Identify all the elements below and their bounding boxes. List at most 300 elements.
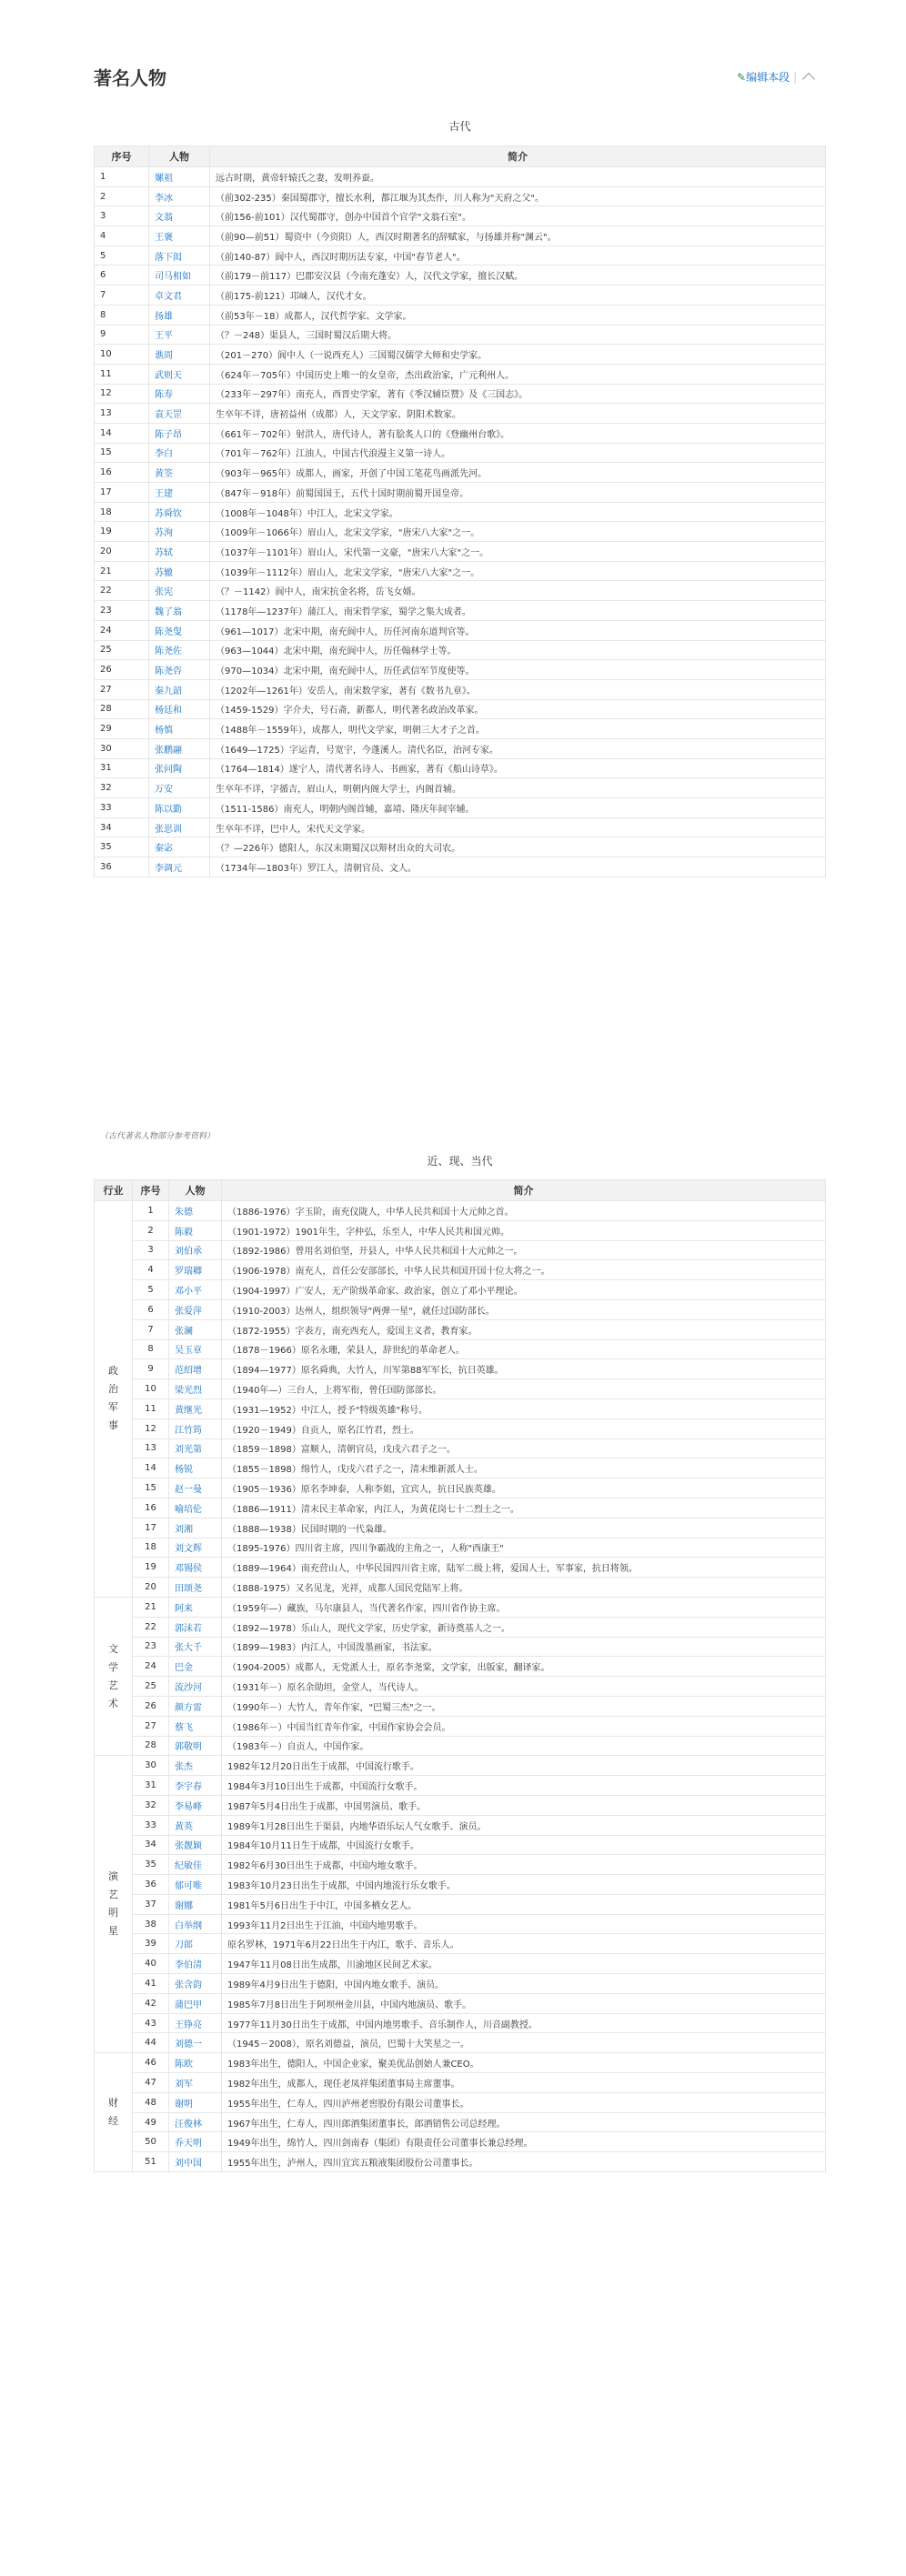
person-intro: （1986年－）中国当红青年作家，中国作家协会会员。	[222, 1716, 826, 1736]
person-name[interactable]: 郭敬明	[169, 1736, 222, 1756]
person-intro: （1892-1986）曾用名刘伯坚，开县人，中华人民共和国十大元帅之一。	[222, 1240, 826, 1260]
person-name[interactable]: 王褒	[149, 226, 210, 246]
table-row	[95, 1637, 826, 1657]
row-number: 25	[133, 1677, 169, 1697]
table-row	[95, 1220, 826, 1240]
person-intro: （661年－702年）射洪人，唐代诗人，著有脍炙人口的《登幽州台歌》。	[210, 423, 826, 443]
person-name[interactable]: 黄英	[169, 1815, 222, 1835]
row-number: 6	[133, 1299, 169, 1319]
person-intro: （前156-前101）汉代蜀郡守，创办中国首个官学"文翁石室"。	[210, 206, 826, 226]
person-intro: 1955年出生，泸州人，四川宜宾五粮液集团股份公司董事长。	[222, 2152, 826, 2172]
row-number: 42	[133, 1993, 169, 2013]
person-name[interactable]: 陈欧	[169, 2053, 222, 2073]
person-name[interactable]: 邓小平	[169, 1280, 222, 1300]
row-number: 48	[133, 2092, 169, 2112]
person-name[interactable]: 刘文辉	[169, 1538, 222, 1558]
row-number: 2	[95, 186, 149, 206]
table-row	[95, 1835, 826, 1855]
row-number: 5	[133, 1280, 169, 1300]
person-name[interactable]: 张澜	[169, 1319, 222, 1339]
person-intro: （1889—1964）南充营山人，中华民国四川省主席，陆军二级上将，爱国人士，军事家，抗日将领。	[222, 1558, 826, 1578]
row-number: 28	[95, 699, 149, 719]
table-row	[95, 1478, 826, 1498]
table-row	[95, 1815, 826, 1835]
person-name[interactable]: 汪俊林	[169, 2112, 222, 2132]
person-intro: （1008年－1048年）中江人，北宋文学家。	[210, 502, 826, 522]
row-number: 7	[133, 1319, 169, 1339]
person-name[interactable]: 张大千	[169, 1637, 222, 1657]
table-row	[95, 1677, 826, 1697]
row-number: 18	[133, 1538, 169, 1558]
person-name[interactable]: 李宇春	[169, 1776, 222, 1796]
table-row	[95, 1974, 826, 1994]
person-name[interactable]: 张杰	[169, 1756, 222, 1776]
table-row	[95, 2152, 826, 2172]
person-intro: （963—1044）北宋中期，南充阆中人，历任翰林学士等。	[210, 640, 826, 660]
person-name[interactable]: 王平	[149, 325, 210, 345]
person-intro: （847年－918年）前蜀国国王，五代十国时期前蜀开国皇帝。	[210, 483, 826, 503]
person-name[interactable]: 张思训	[149, 817, 210, 837]
table-row	[95, 286, 826, 306]
row-number: 9	[95, 325, 149, 345]
person-name[interactable]: 司马相如	[149, 266, 210, 286]
person-name[interactable]: 陈子昂	[149, 423, 210, 443]
table-caption-ancient: 古代	[448, 120, 471, 133]
divider: |	[793, 71, 798, 84]
table-row	[95, 266, 826, 286]
table-row	[95, 857, 826, 877]
row-number: 12	[133, 1418, 169, 1438]
table-row	[95, 2092, 826, 2112]
table-row	[95, 2013, 826, 2033]
row-number: 15	[133, 1478, 169, 1498]
table-row	[95, 601, 826, 621]
edit-section[interactable]	[737, 69, 813, 85]
table-row	[95, 423, 826, 443]
person-intro: （1886—1911）清末民主革命家，内江人，为黄花岗七十二烈士之一。	[222, 1498, 826, 1518]
person-name[interactable]: 乔天明	[169, 2132, 222, 2152]
person-intro: （前140-87）阆中人，西汉时期历法专家，中国"春节老人"。	[210, 246, 826, 266]
person-intro: （1959年—）藏族，马尔康县人，当代著名作家，四川省作协主席。	[222, 1597, 826, 1617]
person-intro: 原名罗林，1971年6月22日出生于内江，歌手、音乐人。	[222, 1934, 826, 1954]
table-row	[95, 1696, 826, 1716]
row-number: 11	[133, 1398, 169, 1418]
person-intro: （1649—1725）字运青，号宽宇，今蓬溪人。清代名臣，治河专家。	[210, 738, 826, 758]
person-intro: （1894—1977）原名舜典，大竹人，川军第88军军长，抗日英雄。	[222, 1359, 826, 1379]
person-name[interactable]: 陈寿	[149, 384, 210, 404]
person-intro: （1855－1898）绵竹人，戊戌六君子之一，清末维新派人士。	[222, 1458, 826, 1478]
person-intro: 1983年出生，德阳人，中国企业家，聚美优品创始人兼CEO。	[222, 2053, 826, 2073]
person-name[interactable]: 陈尧叟	[149, 620, 210, 640]
person-intro: （？－1142）阆中人，南宋抗金名将，岳飞女婿。	[210, 581, 826, 601]
person-name[interactable]: 谯周	[149, 345, 210, 365]
person-name[interactable]: 邓锡侯	[169, 1558, 222, 1578]
person-name[interactable]: 杨慎	[149, 719, 210, 739]
table-row	[95, 1339, 826, 1359]
person-intro: 生卒年不详，巴中人，宋代天文学家。	[210, 817, 826, 837]
table-row	[95, 817, 826, 837]
table-row	[95, 2033, 826, 2053]
person-intro: 1947年11月08日出生成都，川渝地区民间艺术家。	[222, 1954, 826, 1974]
industry-cell: 演 艺 明 星	[95, 1756, 133, 2053]
table-row	[95, 404, 826, 424]
table-row	[95, 561, 826, 581]
table-row	[95, 1617, 826, 1637]
person-name[interactable]: 张含韵	[169, 1974, 222, 1994]
person-name[interactable]: 田颂尧	[169, 1578, 222, 1598]
person-name[interactable]: 秦九韶	[149, 679, 210, 699]
person-intro: （970—1034）北宋中期，南充阆中人，历任武信军节度使等。	[210, 660, 826, 680]
person-intro: （1901-1972）1901年生，字仲弘，乐至人，中华人民共和国元帅。	[222, 1220, 826, 1240]
person-name[interactable]: 蒲巴甲	[169, 1993, 222, 2013]
person-name[interactable]: 陈尧咨	[149, 660, 210, 680]
row-number: 10	[133, 1379, 169, 1399]
person-name[interactable]: 张爱萍	[169, 1299, 222, 1319]
person-intro: （1983年－）自贡人，中国作家。	[222, 1736, 826, 1756]
person-name[interactable]: 梁光烈	[169, 1379, 222, 1399]
person-name[interactable]: 罗瑞卿	[169, 1260, 222, 1280]
person-name[interactable]: 陈以勤	[149, 798, 210, 818]
row-number: 17	[95, 483, 149, 503]
person-intro: 1983年10月23日出生于成都，中国内地流行乐女歌手。	[222, 1875, 826, 1895]
person-name[interactable]: 张鹏翮	[149, 738, 210, 758]
table-row	[95, 384, 826, 404]
table-row	[95, 679, 826, 699]
person-name[interactable]: 刘湘	[169, 1518, 222, 1538]
table-row	[95, 364, 826, 384]
col-header-person: 人物	[169, 1180, 222, 1201]
table-row	[95, 1875, 826, 1895]
person-intro: （1904-1997）广安人，无产阶级革命家、政治家，创立了邓小平理论。	[222, 1280, 826, 1300]
person-name[interactable]: 刀郎	[169, 1934, 222, 1954]
modern-table	[94, 1179, 826, 2172]
person-name[interactable]: 陈尧佐	[149, 640, 210, 660]
person-name[interactable]: 嫘祖	[149, 167, 210, 187]
person-name[interactable]: 巴金	[169, 1657, 222, 1677]
row-number: 23	[95, 601, 149, 621]
table-row	[95, 483, 826, 503]
person-name[interactable]: 王铮亮	[169, 2013, 222, 2033]
person-intro: 1982年12月20日出生于成都，中国流行歌手。	[222, 1756, 826, 1776]
person-name[interactable]: 李白	[149, 443, 210, 463]
person-name[interactable]: 王建	[149, 483, 210, 503]
table-row	[95, 699, 826, 719]
row-number: 50	[133, 2132, 169, 2152]
person-name[interactable]: 秦宓	[149, 837, 210, 857]
person-name[interactable]: 苏轼	[149, 542, 210, 562]
person-name[interactable]: 吴玉章	[169, 1339, 222, 1359]
ancient-table	[94, 145, 826, 877]
person-name[interactable]: 袁天罡	[149, 404, 210, 424]
table-row	[95, 1538, 826, 1558]
table-row	[95, 542, 826, 562]
row-number: 7	[95, 286, 149, 306]
row-number: 26	[133, 1696, 169, 1716]
table-row	[95, 719, 826, 739]
person-intro: （1511-1586）南充人，明朝内阁首辅，嘉靖、隆庆年间宰辅。	[210, 798, 826, 818]
person-name[interactable]: 魏了翁	[149, 601, 210, 621]
row-number: 31	[133, 1776, 169, 1796]
table-row	[95, 1518, 826, 1538]
person-name[interactable]: 流沙河	[169, 1677, 222, 1697]
person-intro: （1945－2008），原名刘德益，演员，巴蜀十大笑星之一。	[222, 2033, 826, 2053]
person-name[interactable]: 落下闳	[149, 246, 210, 266]
row-number: 20	[133, 1578, 169, 1598]
col-header-person: 人物	[149, 146, 210, 167]
person-intro: （1888-1975）又名见龙，光祥，成都人国民党陆军上将。	[222, 1578, 826, 1598]
person-intro: （961—1017）北宋中期，南充阆中人，历任河南东道判官等。	[210, 620, 826, 640]
row-number: 34	[95, 817, 149, 837]
person-name[interactable]: 刘军	[169, 2073, 222, 2093]
person-name[interactable]: 刘德一	[169, 2033, 222, 2053]
table-row	[95, 837, 826, 857]
person-intro: （1037年－1101年）眉山人，宋代第一文豪，"唐宋八大家"之一。	[210, 542, 826, 562]
row-number: 35	[95, 837, 149, 857]
row-number: 30	[133, 1756, 169, 1776]
table-row	[95, 758, 826, 778]
person-name[interactable]: 赵一曼	[169, 1478, 222, 1498]
row-number: 36	[95, 857, 149, 877]
person-intro: （1892—1978）乐山人，现代文学家，历史学家，新诗奠基人之一。	[222, 1617, 826, 1637]
row-number: 44	[133, 2033, 169, 2053]
edit-section-link[interactable]: 编辑本段	[746, 71, 790, 84]
industry-cell: 财 经	[95, 2053, 133, 2172]
row-number: 43	[133, 2013, 169, 2033]
person-name[interactable]: 苏洵	[149, 522, 210, 542]
table-row	[95, 186, 826, 206]
person-intro: 1987年5月4日出生于成都，中国男演员、歌手。	[222, 1795, 826, 1815]
person-name[interactable]: 阿来	[169, 1597, 222, 1617]
row-number: 3	[95, 206, 149, 226]
row-number: 37	[133, 1894, 169, 1914]
person-intro: （1920－1949）自贡人，原名江竹君，烈士。	[222, 1418, 826, 1438]
table-row	[95, 1934, 826, 1954]
table-row	[95, 581, 826, 601]
row-number: 46	[133, 2053, 169, 2073]
row-number: 4	[133, 1260, 169, 1280]
person-name[interactable]: 张问陶	[149, 758, 210, 778]
table-row	[95, 738, 826, 758]
person-name[interactable]: 刘光第	[169, 1438, 222, 1458]
person-name[interactable]: 李调元	[149, 857, 210, 877]
row-number: 33	[95, 798, 149, 818]
person-intro: （1459-1529）字介夫，号石斋，新都人，明代著名政治改革家。	[210, 699, 826, 719]
row-number: 28	[133, 1736, 169, 1756]
person-name[interactable]: 刘中国	[169, 2152, 222, 2172]
row-number: 29	[95, 719, 149, 739]
row-number: 1	[133, 1201, 169, 1221]
person-name[interactable]: 张宪	[149, 581, 210, 601]
person-name[interactable]: 纪敏佳	[169, 1855, 222, 1875]
chevron-up-icon[interactable]	[802, 73, 815, 85]
row-number: 16	[133, 1498, 169, 1518]
person-name[interactable]: 白举纲	[169, 1914, 222, 1934]
person-intro: 远古时期，黄帝轩辕氏之妻，发明养蚕。	[210, 167, 826, 187]
col-header-no: 序号	[95, 146, 149, 167]
person-intro: 1955年出生，仁寿人，四川泸州老窖股份有限公司董事长。	[222, 2092, 826, 2112]
person-name[interactable]: 文翁	[149, 206, 210, 226]
pencil-icon: ✎	[737, 71, 747, 84]
row-number: 14	[95, 423, 149, 443]
row-number: 20	[95, 542, 149, 562]
person-name[interactable]: 郭沫若	[169, 1617, 222, 1637]
industry-cell: 政 治 军 事	[95, 1201, 133, 1598]
person-name[interactable]: 卓文君	[149, 286, 210, 306]
person-intro: （1488年－1559年），成都人，明代文学家，明朝三大才子之首。	[210, 719, 826, 739]
table-row	[95, 1201, 826, 1221]
person-name[interactable]: 扬雄	[149, 305, 210, 325]
table-row	[95, 1894, 826, 1914]
person-intro: （前53年－18）成都人，汉代哲学家、文学家。	[210, 305, 826, 325]
row-number: 38	[133, 1914, 169, 1934]
row-number: 31	[95, 758, 149, 778]
person-intro: （1009年－1066年）眉山人，北宋文学家，"唐宋八大家"之一。	[210, 522, 826, 542]
person-name[interactable]: 武则天	[149, 364, 210, 384]
person-name[interactable]: 郁可唯	[169, 1875, 222, 1895]
row-number: 32	[95, 778, 149, 798]
row-number: 36	[133, 1875, 169, 1895]
person-intro: （1888—1938）民国时期的一代枭雄。	[222, 1518, 826, 1538]
person-intro: 1967年出生，仁寿人，四川郎酒集团董事长，郎酒销售公司总经理。	[222, 2112, 826, 2132]
row-number: 18	[95, 502, 149, 522]
table-row	[95, 1657, 826, 1677]
person-intro: （233年－297年）南充人，西晋史学家，著有《季汉辅臣赞》及《三国志》。	[210, 384, 826, 404]
person-name[interactable]: 朱德	[169, 1201, 222, 1221]
person-name[interactable]: 喻培伦	[169, 1498, 222, 1518]
person-name[interactable]: 颜方雷	[169, 1696, 222, 1716]
person-name[interactable]: 李伯清	[169, 1954, 222, 1974]
person-name[interactable]: 刘伯承	[169, 1240, 222, 1260]
row-number: 23	[133, 1637, 169, 1657]
person-name[interactable]: 张靓颖	[169, 1835, 222, 1855]
row-number: 35	[133, 1855, 169, 1875]
table-row	[95, 1954, 826, 1974]
table-row	[95, 1359, 826, 1379]
person-name[interactable]: 李冰	[149, 186, 210, 206]
table-row	[95, 1736, 826, 1756]
table-row	[95, 325, 826, 345]
person-intro: （1039年－1112年）眉山人，北宋文学家，"唐宋八大家"之一。	[210, 561, 826, 581]
person-intro: （1734年—1803年）罗江人，清朝官员、文人。	[210, 857, 826, 877]
row-number: 17	[133, 1518, 169, 1538]
person-name[interactable]: 苏辙	[149, 561, 210, 581]
person-intro: （？－248）渠县人，三国时蜀汉后期大将。	[210, 325, 826, 345]
person-name[interactable]: 苏舜钦	[149, 502, 210, 522]
person-name[interactable]: 谢娜	[169, 1894, 222, 1914]
person-name[interactable]: 蔡飞	[169, 1716, 222, 1736]
table-row	[95, 1280, 826, 1300]
row-number: 6	[95, 266, 149, 286]
person-intro: 1989年1月28日出生于渠县，内地华语乐坛人气女歌手、演员。	[222, 1815, 826, 1835]
table-row	[95, 1756, 826, 1776]
person-name[interactable]: 黄筌	[149, 463, 210, 483]
row-number: 47	[133, 2073, 169, 2093]
person-intro: （1764—1814）遂宁人，清代著名诗人、书画家，著有《船山诗草》。	[210, 758, 826, 778]
person-intro: （？—226年）德阳人，东汉末期蜀汉以辩材出众的大司农。	[210, 837, 826, 857]
row-number: 27	[95, 679, 149, 699]
person-intro: （1895-1976）四川省主席，四川争霸战的主角之一，人称"西康王"	[222, 1538, 826, 1558]
row-number: 8	[133, 1339, 169, 1359]
person-intro: （624年－705年）中国历史上唯一的女皇帝，杰出政治家，广元利州人。	[210, 364, 826, 384]
person-name[interactable]: 范绍增	[169, 1359, 222, 1379]
person-intro: （前179－前117）巴郡安汉县（今南充蓬安）人，汉代文学家，擅长汉赋。	[210, 266, 826, 286]
table-row	[95, 1776, 826, 1796]
row-number: 41	[133, 1974, 169, 1994]
row-number: 39	[133, 1934, 169, 1954]
person-name[interactable]: 万安	[149, 778, 210, 798]
table-row	[95, 522, 826, 542]
col-header-intro: 简介	[222, 1180, 826, 1201]
table-row	[95, 246, 826, 266]
table-row	[95, 1379, 826, 1399]
table-row	[95, 226, 826, 246]
table-row	[95, 1319, 826, 1339]
row-number: 11	[95, 364, 149, 384]
table-row	[95, 1260, 826, 1280]
person-intro: （1931—1952）中江人，授予"特级英雄"称号。	[222, 1398, 826, 1418]
table-row	[95, 1398, 826, 1418]
row-number: 9	[133, 1359, 169, 1379]
person-intro: 生卒年不详，字循吉，眉山人，明朝内阁大学士，内阁首辅。	[210, 778, 826, 798]
row-number: 26	[95, 660, 149, 680]
person-intro: 1982年6月30日出生于成都，中国内地女歌手。	[222, 1855, 826, 1875]
person-intro: （1990年－）大竹人，青年作家，"巴蜀三杰"之一。	[222, 1696, 826, 1716]
person-name[interactable]: 杨锐	[169, 1458, 222, 1478]
person-name[interactable]: 李易峰	[169, 1795, 222, 1815]
person-name[interactable]: 陈毅	[169, 1220, 222, 1240]
table-row	[95, 798, 826, 818]
person-intro: （1878－1966）原名永珊，荣县人，辞世纪的革命老人。	[222, 1339, 826, 1359]
row-number: 24	[95, 620, 149, 640]
row-number: 19	[95, 522, 149, 542]
person-intro: （701年－762年）江油人，中国古代浪漫主义第一诗人。	[210, 443, 826, 463]
person-intro: （1905－1936）原名李坤泰，人称李姐，宜宾人，抗日民族英雄。	[222, 1478, 826, 1498]
person-name[interactable]: 杨廷和	[149, 699, 210, 719]
col-header-no: 序号	[133, 1180, 169, 1201]
table-row	[95, 1993, 826, 2013]
row-number: 13	[95, 404, 149, 424]
row-number: 1	[95, 167, 149, 187]
row-number: 49	[133, 2112, 169, 2132]
person-name[interactable]: 谢明	[169, 2092, 222, 2112]
table-row	[95, 1299, 826, 1319]
row-number: 4	[95, 226, 149, 246]
industry-cell: 文 学 艺 术	[95, 1597, 133, 1755]
table-row	[95, 2053, 826, 2073]
person-name[interactable]: 黄继光	[169, 1398, 222, 1418]
row-number: 21	[95, 561, 149, 581]
person-intro: （903年－965年）成都人，画家，开创了中国工笔花鸟画派先河。	[210, 463, 826, 483]
person-intro: （1202年—1261年）安岳人，南宋数学家，著有《数书九章》。	[210, 679, 826, 699]
person-name[interactable]: 江竹筠	[169, 1418, 222, 1438]
person-intro: 1982年出生，成都人，现任老凤祥集团董事局主席董事。	[222, 2073, 826, 2093]
person-intro: 1981年5月6日出生于中江，中国多栖女艺人。	[222, 1894, 826, 1914]
row-number: 32	[133, 1795, 169, 1815]
row-number: 13	[133, 1438, 169, 1458]
table-row	[95, 1498, 826, 1518]
person-intro: （1899—1983）内江人，中国泼墨画家，书法家。	[222, 1637, 826, 1657]
row-number: 19	[133, 1558, 169, 1578]
table-caption-modern: 近、现、当代	[427, 1155, 493, 1168]
table-row	[95, 1855, 826, 1875]
row-number: 15	[95, 443, 149, 463]
person-intro: （1872-1955）字表方，南充西充人，爱国主义者，教育家。	[222, 1319, 826, 1339]
row-number: 24	[133, 1657, 169, 1677]
row-number: 16	[95, 463, 149, 483]
person-intro: （1910-2003）达州人，组织领导"两弹一星"，就任过国防部长。	[222, 1299, 826, 1319]
person-intro: 1977年11月30日出生于成都，中国内地男歌手、音乐制作人，川音副教授。	[222, 2013, 826, 2033]
table-row	[95, 443, 826, 463]
